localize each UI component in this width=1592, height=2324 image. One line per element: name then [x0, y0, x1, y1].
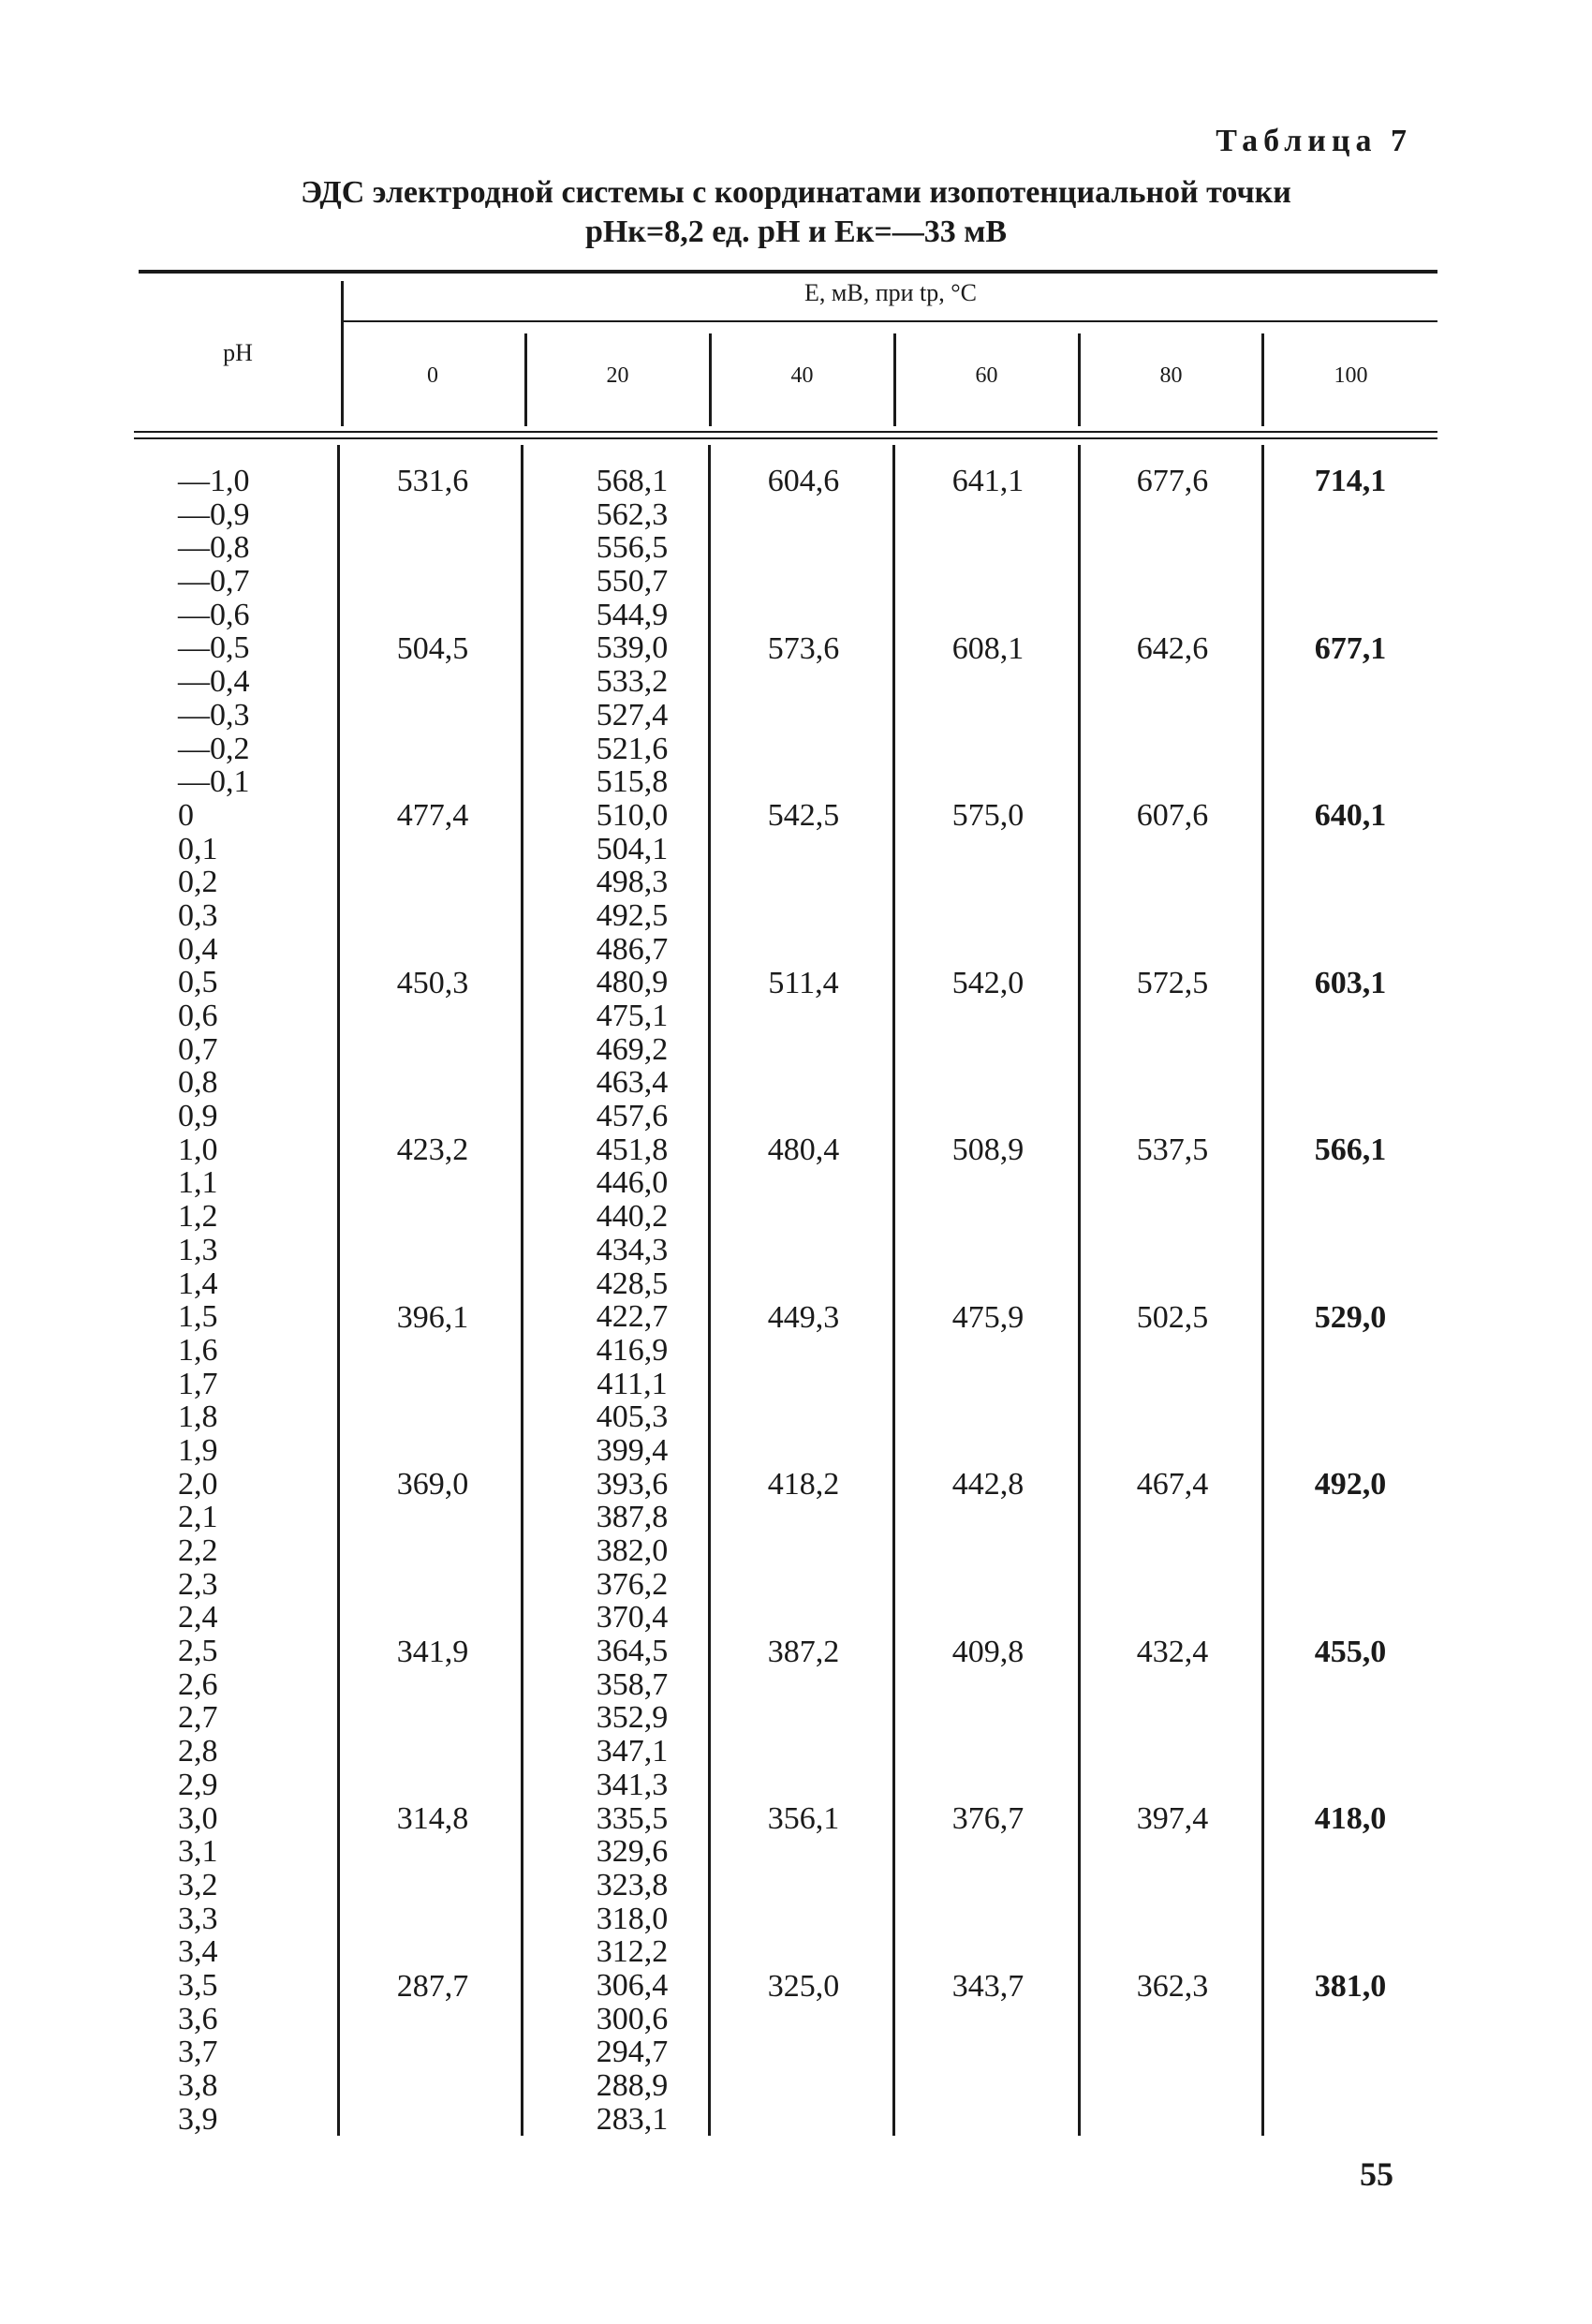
- table-cell: 411,1: [597, 1366, 668, 1401]
- table-cell: 475,9: [951, 1299, 1024, 1335]
- table-cell: 2,0: [178, 1466, 218, 1502]
- table-cell: 544,9: [596, 597, 669, 632]
- table-cell: 608,1: [951, 630, 1024, 666]
- table-cell: 542,0: [951, 965, 1024, 1000]
- table-cell: 572,5: [1136, 965, 1209, 1000]
- table-cell: 521,6: [596, 731, 669, 766]
- table-cell: 369,0: [396, 1467, 469, 1502]
- column-temp-40: [715, 465, 892, 2137]
- table-cell: 376,7: [951, 1801, 1024, 1836]
- table-cell: 329,6: [596, 1834, 669, 1870]
- table-cell: 575,0: [951, 798, 1024, 833]
- table-cell: 550,7: [596, 564, 669, 600]
- table-cell: 382,0: [596, 1533, 669, 1568]
- table-cell: 3,5: [178, 1967, 218, 2003]
- table-cell: 2,9: [178, 1767, 218, 1802]
- table-cell: 341,9: [396, 1634, 469, 1669]
- table-cell: 1,2: [178, 1199, 218, 1235]
- table-cell: 504,1: [596, 831, 669, 866]
- table-cell: 3,7: [178, 2035, 218, 2070]
- table-cell: 527,4: [596, 697, 669, 733]
- table-cell: 508,9: [951, 1132, 1024, 1167]
- table-cell: 714,1: [1314, 464, 1387, 498]
- header-temp-60: 60: [975, 363, 998, 388]
- table-cell: —0,9: [178, 496, 250, 532]
- table-cell: —1,0: [178, 464, 250, 498]
- table-cell: 566,1: [1314, 1132, 1387, 1167]
- table-cell: 335,5: [596, 1800, 669, 1836]
- table-cell: 381,0: [1314, 1968, 1387, 2004]
- table-cell: 3,6: [178, 2001, 218, 2036]
- body-divider: [1078, 445, 1081, 2136]
- table-cell: 475,1: [596, 999, 669, 1033]
- table-cell: 3,0: [178, 1800, 218, 1836]
- table-cell: —0,1: [178, 764, 250, 800]
- table-cell: 542,5: [767, 798, 840, 833]
- table-cell: 486,7: [596, 931, 669, 967]
- table-cell: —0,6: [178, 597, 250, 632]
- table-cell: 288,9: [596, 2068, 669, 2103]
- body-divider: [1261, 445, 1264, 2136]
- table-cell: 3,9: [178, 2101, 218, 2137]
- header-e-group: E, мВ, при tр, °C: [804, 279, 977, 306]
- header-bottom-rule-2: [134, 437, 1437, 439]
- header-temp-20: 20: [606, 363, 629, 388]
- table-cell: 3,8: [178, 2068, 218, 2103]
- table-cell: —0,2: [178, 731, 250, 766]
- table-cell: 469,2: [596, 1031, 669, 1067]
- table-cell: 539,0: [596, 630, 669, 666]
- table-cell: 1,5: [178, 1299, 218, 1335]
- table-cell: 405,3: [596, 1399, 669, 1435]
- table-cell: 399,4: [596, 1432, 669, 1468]
- table-cell: 556,5: [596, 530, 669, 566]
- table-cell: 0: [178, 797, 194, 833]
- table-cell: 492,0: [1314, 1467, 1387, 1502]
- table-cell: 2,8: [178, 1734, 218, 1769]
- table-cell: 1,3: [178, 1232, 218, 1267]
- table-cell: 498,3: [596, 865, 669, 900]
- table-cell: 432,4: [1136, 1634, 1209, 1669]
- header-temp-40: 40: [790, 363, 814, 388]
- table-cell: 0,6: [178, 999, 218, 1033]
- table-cell: 451,8: [596, 1132, 669, 1167]
- table-cell: 477,4: [396, 798, 469, 833]
- table-cell: 347,1: [596, 1734, 669, 1769]
- column-temp-60: [899, 465, 1077, 2137]
- table-cell: 533,2: [596, 664, 669, 700]
- table-cell: 2,2: [178, 1533, 218, 1568]
- table-cell: 0,5: [178, 965, 218, 1000]
- table-cell: 418,2: [767, 1467, 840, 1502]
- table-cell: 562,3: [596, 496, 669, 532]
- table-cell: 467,4: [1136, 1467, 1209, 1502]
- table-cell: 422,7: [596, 1299, 669, 1335]
- table-cell: 418,0: [1314, 1801, 1387, 1836]
- table-title-line-2: pHк=8,2 ед. pH и Eк=—33 мВ: [584, 215, 1008, 249]
- table-cell: 455,0: [1314, 1634, 1387, 1669]
- table-cell: 641,1: [951, 464, 1024, 498]
- table-cell: 568,1: [596, 464, 669, 498]
- table-cell: 640,1: [1314, 798, 1387, 833]
- table-cell: 323,8: [596, 1867, 669, 1902]
- column-ph: [178, 465, 290, 2136]
- table-cell: 2,5: [178, 1634, 218, 1669]
- column-temp-100: [1266, 465, 1435, 2137]
- table-cell: 449,3: [767, 1299, 840, 1335]
- table-cell: 3,3: [178, 1901, 218, 1936]
- table-cell: 604,6: [767, 464, 840, 498]
- table-cell: 409,8: [951, 1634, 1024, 1669]
- table-cell: 364,5: [596, 1634, 669, 1669]
- table-cell: 376,2: [596, 1566, 669, 1602]
- table-cell: —0,7: [178, 564, 250, 600]
- table-cell: 294,7: [596, 2035, 669, 2070]
- table-cell: 1,0: [178, 1132, 218, 1167]
- table-cell: 396,1: [396, 1299, 469, 1335]
- table-cell: 343,7: [951, 1968, 1024, 2004]
- table-cell: 0,7: [178, 1031, 218, 1067]
- table-cell: 2,4: [178, 1600, 218, 1636]
- table-cell: 440,2: [596, 1199, 669, 1235]
- body-divider: [337, 445, 340, 2136]
- table-cell: 442,8: [951, 1467, 1024, 1502]
- table-cell: 387,2: [767, 1634, 840, 1669]
- table-cell: 1,6: [178, 1332, 218, 1368]
- table-cell: 362,3: [1136, 1968, 1209, 2004]
- table-cell: 677,1: [1314, 630, 1387, 666]
- table-title-line-1: ЭДС электродной системы с координатами изопотенциальной точки: [301, 175, 1291, 210]
- table-cell: 510,0: [596, 797, 669, 833]
- table-cell: 463,4: [596, 1065, 669, 1101]
- table-label: Таблица 7: [1216, 124, 1412, 158]
- table-cell: 312,2: [596, 1934, 669, 1970]
- table-cell: —0,3: [178, 697, 250, 733]
- table-cell: 0,2: [178, 865, 218, 900]
- table-cell: 642,6: [1136, 630, 1209, 666]
- page-number: 55: [1360, 2155, 1393, 2193]
- column-temp-20: [562, 465, 702, 2136]
- table-cell: 300,6: [596, 2001, 669, 2036]
- table-cell: 2,3: [178, 1566, 218, 1602]
- table-cell: 325,0: [767, 1968, 840, 2004]
- header-temp-0: 0: [427, 363, 438, 388]
- header-group-rule: [344, 320, 1437, 322]
- table-cell: 446,0: [596, 1165, 669, 1201]
- table-cell: 1,9: [178, 1432, 218, 1468]
- body-divider: [892, 445, 895, 2136]
- table-cell: 0,9: [178, 1099, 218, 1134]
- table-cell: 434,3: [596, 1232, 669, 1267]
- table-cell: 3,1: [178, 1834, 218, 1870]
- table-cell: 356,1: [767, 1801, 840, 1836]
- table-cell: 393,6: [596, 1466, 669, 1502]
- table-cell: 677,6: [1136, 464, 1209, 498]
- table-cell: 2,6: [178, 1666, 218, 1702]
- table-cell: 416,9: [596, 1332, 669, 1368]
- table-cell: 502,5: [1136, 1299, 1209, 1335]
- table-cell: 318,0: [596, 1901, 669, 1936]
- table-cell: 0,8: [178, 1065, 218, 1101]
- header-temp-100: 100: [1334, 363, 1368, 388]
- table-cell: 2,7: [178, 1700, 218, 1736]
- table-cell: 529,0: [1314, 1299, 1387, 1335]
- table-cell: 480,9: [596, 965, 669, 1000]
- table-cell: 3,2: [178, 1867, 218, 1902]
- table-cell: 314,8: [396, 1801, 469, 1836]
- header-ph: pH: [223, 339, 253, 366]
- table-cell: 515,8: [596, 764, 669, 800]
- table-cell: —0,8: [178, 530, 250, 566]
- table-cell: 537,5: [1136, 1132, 1209, 1167]
- table-cell: 607,6: [1136, 798, 1209, 833]
- table-cell: 1,1: [178, 1165, 218, 1201]
- table-cell: 0,4: [178, 931, 218, 967]
- table-cell: 2,1: [178, 1500, 218, 1535]
- table-cell: 480,4: [767, 1132, 840, 1167]
- column-temp-0: [344, 465, 522, 2137]
- table-cell: 283,1: [596, 2101, 669, 2137]
- table-cell: 1,4: [178, 1266, 218, 1301]
- table-cell: 603,1: [1314, 965, 1387, 1000]
- column-temp-80: [1083, 465, 1261, 2137]
- table-cell: 370,4: [596, 1600, 669, 1636]
- header-bottom-rule-1: [134, 431, 1437, 433]
- table-cell: 511,4: [768, 965, 839, 1000]
- table-cell: —0,4: [178, 664, 250, 700]
- table-cell: 531,6: [396, 464, 469, 498]
- table-cell: 1,7: [178, 1366, 218, 1401]
- table-cell: 457,6: [596, 1099, 669, 1134]
- table-cell: 0,3: [178, 897, 218, 933]
- table-cell: 341,3: [596, 1767, 669, 1802]
- table-cell: 3,4: [178, 1934, 218, 1970]
- table-cell: 1,8: [178, 1399, 218, 1435]
- table-cell: 352,9: [596, 1700, 669, 1736]
- table-cell: 428,5: [596, 1266, 669, 1301]
- table-cell: 573,6: [767, 630, 840, 666]
- table-cell: 397,4: [1136, 1801, 1209, 1836]
- table-cell: 387,8: [596, 1500, 669, 1535]
- table-top-rule: [139, 270, 1437, 274]
- table-cell: 287,7: [396, 1968, 469, 2004]
- table-cell: 423,2: [396, 1132, 469, 1167]
- table-cell: —0,5: [178, 630, 250, 666]
- table-cell: 450,3: [396, 965, 469, 1000]
- body-divider: [708, 445, 711, 2136]
- table-cell: 492,5: [596, 897, 669, 933]
- table-cell: 504,5: [396, 630, 469, 666]
- table-cell: 358,7: [596, 1666, 669, 1702]
- table-cell: 306,4: [596, 1967, 669, 2003]
- table-cell: 0,1: [178, 831, 218, 866]
- header-temp-80: 80: [1159, 363, 1183, 388]
